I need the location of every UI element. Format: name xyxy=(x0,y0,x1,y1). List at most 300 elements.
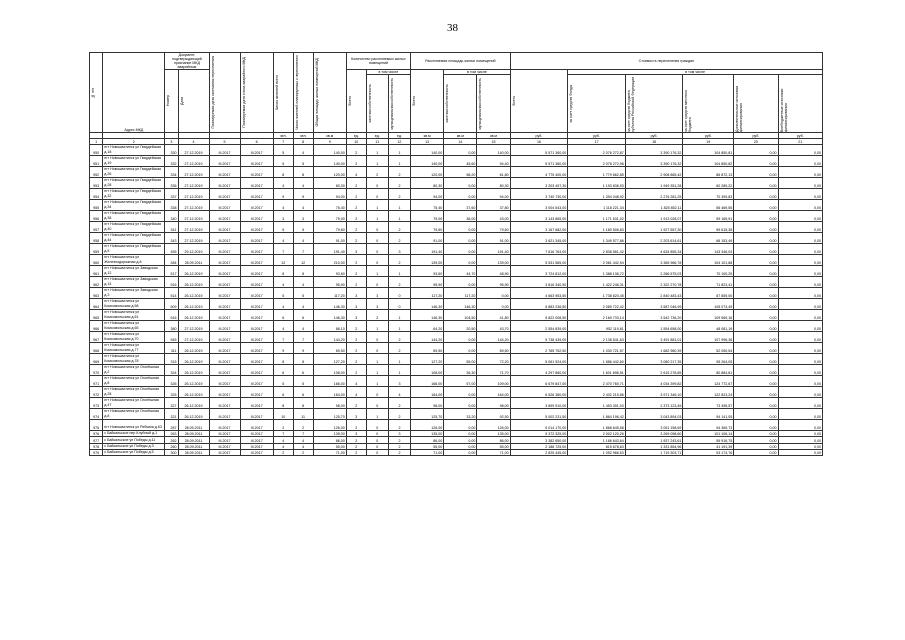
cost-extra-cell: 0,00 xyxy=(778,398,822,409)
area-municipal-cell: 92,50 xyxy=(477,409,510,420)
area-municipal-cell: 43,00 xyxy=(477,211,510,222)
column-number-cell: 9 xyxy=(313,139,346,145)
doc-date-cell: 27.12.2019 xyxy=(178,211,209,222)
doc-date-cell: 26.12.2019 xyxy=(178,299,209,310)
rooms-private-cell: 1 xyxy=(366,365,388,376)
cost-additional-cell: 0,00 xyxy=(734,321,778,332)
demolition-date-cell: III.2017 xyxy=(240,189,273,200)
relocation-date-cell: III.2017 xyxy=(209,189,240,200)
residents-cell: 6 xyxy=(273,365,293,376)
area-municipal-cell: 95,90 xyxy=(477,277,510,288)
area-municipal-cell: 109,00 xyxy=(477,376,510,387)
rooms-municipal-cell: 1 xyxy=(388,354,410,365)
rooms-municipal-cell: 2 xyxy=(388,443,410,449)
address-cell: пгт Новошахтинск ул Рябчика д.63 xyxy=(103,420,165,431)
total-area-cell: 95,90 xyxy=(313,277,346,288)
cost-local-cell: 143 346,04 xyxy=(683,244,734,255)
doc-date-cell: 27.12.2019 xyxy=(178,321,209,332)
total-area-cell: 86,00 xyxy=(313,437,346,443)
residents-planned-cell: 4 xyxy=(293,277,313,288)
total-area-cell: 93,60 xyxy=(313,266,346,277)
demolition-date-cell: III.2017 xyxy=(240,431,273,437)
total-area-cell: 164,00 xyxy=(313,387,346,398)
cost-fund-cell: 1 349 577,86 xyxy=(568,233,626,244)
doc-number-cell: 337 xyxy=(165,189,178,200)
cost-subject-cell: 3 587 046,99 xyxy=(625,299,683,310)
rooms-private-cell: 1 xyxy=(366,145,388,156)
demolition-date-cell: III.2017 xyxy=(240,145,273,156)
total-area-cell: 144,20 xyxy=(313,332,346,343)
area-total-cell: 93,60 xyxy=(411,266,444,277)
demolition-date-cell: III.2017 xyxy=(240,443,273,449)
relocation-date-cell: III.2017 xyxy=(209,277,240,288)
residents-cell: 10 xyxy=(273,409,293,420)
column-number-cell: 11 xyxy=(366,139,388,145)
row-number-cell: 963 xyxy=(90,288,103,299)
doc-date-cell: 26.12.2019 xyxy=(178,398,209,409)
residents-planned-cell: 7 xyxy=(293,332,313,343)
cost-subject-cell: 2 276 281,25 xyxy=(625,189,683,200)
doc-date-cell: 28.09.2011 xyxy=(178,437,209,443)
column-number-cell: 1 xyxy=(90,139,103,145)
resettlement-table-sheet xyxy=(89,52,823,456)
total-area-cell: 127,20 xyxy=(313,354,346,365)
row-number-cell: 954 xyxy=(90,189,103,200)
row-number-cell: 973 xyxy=(90,398,103,409)
rooms-total-cell: 3 xyxy=(346,431,366,437)
residents-cell: 4 xyxy=(273,233,293,244)
cost-extra-cell: 0,00 xyxy=(778,211,822,222)
cost-fund-cell: 2 076 272,96 xyxy=(568,156,626,167)
relocation-date-cell: III.2017 xyxy=(209,420,240,431)
area-municipal-cell: 61,80 xyxy=(477,167,510,178)
area-private-cell: 0,00 xyxy=(444,145,477,156)
cost-additional-cell: 0,00 xyxy=(734,310,778,321)
header-doc-number: Номер xyxy=(165,70,178,133)
area-private-cell: 0,00 xyxy=(444,277,477,288)
doc-number-cell: 509 xyxy=(165,299,178,310)
total-area-cell: 108,00 xyxy=(313,365,346,376)
cost-fund-cell: 2 002 120,26 xyxy=(568,431,626,437)
area-municipal-cell: 72,20 xyxy=(477,354,510,365)
doc-number-cell: 516 xyxy=(165,277,178,288)
residents-planned-cell: 6 xyxy=(293,387,313,398)
header-total-area: Общая площадь жилых помещений МКД xyxy=(313,53,346,133)
cost-local-cell: 104 850,81 xyxy=(683,145,734,156)
header-rooms-sub: в том числе xyxy=(366,70,410,75)
row-number-cell: 972 xyxy=(90,387,103,398)
relocation-date-cell: III.2017 xyxy=(209,387,240,398)
unit-cell: кв.м xyxy=(411,133,444,139)
rooms-total-cell: 2 xyxy=(346,222,366,233)
relocation-date-cell: III.2017 xyxy=(209,431,240,437)
rooms-private-cell: 2 xyxy=(366,167,388,178)
residents-cell: 5 xyxy=(273,145,293,156)
residents-cell: 5 xyxy=(273,288,293,299)
address-cell: с Байкальское ул Победы д.11 xyxy=(103,437,165,443)
total-area-cell: 80,30 xyxy=(313,178,346,189)
doc-date-cell: 28.09.2011 xyxy=(178,449,209,455)
doc-date-cell: 26.12.2019 xyxy=(178,310,209,321)
header-area-sub: в том числе xyxy=(444,70,510,75)
rooms-total-cell: 2 xyxy=(346,332,366,343)
total-area-cell: 140,00 xyxy=(313,145,346,156)
demolition-date-cell: III.2017 xyxy=(240,332,273,343)
row-number-cell: 956 xyxy=(90,211,103,222)
residents-cell: 9 xyxy=(273,189,293,200)
area-total-cell: 98,00 xyxy=(411,398,444,409)
table-row xyxy=(90,376,823,387)
rooms-private-cell: 0 xyxy=(366,222,388,233)
cost-subject-cell: 1 927 557,30 xyxy=(625,222,683,233)
table-row xyxy=(90,288,823,299)
cost-subject-cell: 3 390 176,32 xyxy=(625,156,683,167)
cost-fund-cell: 2 061 442,94 xyxy=(568,255,626,266)
row-number-cell: 979 xyxy=(90,449,103,455)
table-row xyxy=(90,211,823,222)
area-municipal-cell: 48,90 xyxy=(477,266,510,277)
address-cell: пгт Новошахтинск ул Гвардейская д.26 xyxy=(103,167,165,178)
relocation-date-cell: III.2017 xyxy=(209,409,240,420)
cost-local-cell: 86 872,13 xyxy=(683,167,734,178)
cost-extra-cell: 0,00 xyxy=(778,354,822,365)
area-total-cell: 191,40 xyxy=(411,244,444,255)
address-cell: пгт Новошахтинск ул Огонёшная д.2 xyxy=(103,365,165,376)
cost-local-cell: 59 165,91 xyxy=(683,211,734,222)
total-area-cell: 126,00 xyxy=(313,420,346,431)
address-cell: пгт Новошахтинск ул Гвардейская д.19 xyxy=(103,156,165,167)
cost-local-cell: 104 850,82 xyxy=(683,156,734,167)
column-number-cell: 18 xyxy=(625,139,683,145)
address-cell: пгт Новошахтинск ул Заводская д.3 xyxy=(103,288,165,299)
relocation-date-cell: III.2017 xyxy=(209,343,240,354)
cost-subject-cell: 3 542 736,20 xyxy=(625,310,683,321)
rooms-total-cell: 4 xyxy=(346,376,366,387)
area-total-cell: 117,20 xyxy=(411,288,444,299)
cost-subject-cell: 2 203 614,61 xyxy=(625,233,683,244)
area-total-cell: 71,00 xyxy=(411,449,444,455)
cost-additional-cell: 0,00 xyxy=(734,387,778,398)
area-total-cell: 127,20 xyxy=(411,354,444,365)
row-number-cell: 958 xyxy=(90,233,103,244)
rooms-municipal-cell: 1 xyxy=(388,266,410,277)
cost-additional-cell: 0,00 xyxy=(734,409,778,420)
doc-number-cell: 262 xyxy=(165,437,178,443)
total-area-cell: 75,40 xyxy=(313,200,346,211)
address-cell: пгт Новошахтинск ул Гвардейская д.40 xyxy=(103,222,165,233)
area-total-cell: 126,00 xyxy=(411,420,444,431)
residents-planned-cell: 4 xyxy=(293,233,313,244)
cost-extra-cell: 0,00 xyxy=(778,321,822,332)
area-municipal-cell: 71,00 xyxy=(477,449,510,455)
doc-number-cell: 263 xyxy=(165,431,178,437)
area-municipal-cell: 140,00 xyxy=(477,145,510,156)
cost-extra-cell: 0,00 xyxy=(778,376,822,387)
residents-cell: 6 xyxy=(273,387,293,398)
cost-local-cell: 70 399,83 xyxy=(683,189,734,200)
rooms-private-cell: 2 xyxy=(366,310,388,321)
rooms-municipal-cell: 1 xyxy=(388,200,410,211)
cost-additional-cell: 0,00 xyxy=(734,420,778,431)
address-cell: пгт Новошахтинск ул Комсомольская д.58 xyxy=(103,299,165,310)
demolition-date-cell: III.2017 xyxy=(240,255,273,266)
unit-cell: кв.м xyxy=(313,133,346,139)
area-total-cell: 86,00 xyxy=(411,437,444,443)
cost-total-cell: 5 822 008,50 xyxy=(510,310,568,321)
cost-additional-cell: 0,00 xyxy=(734,343,778,354)
cost-fund-cell: 1 186 643,64 xyxy=(568,437,626,443)
unit-cell: руб. xyxy=(683,133,734,139)
address-cell: пгт Новошахтинск ул Огонёшная д.8 xyxy=(103,376,165,387)
rooms-private-cell: 0 xyxy=(366,255,388,266)
row-number-cell: 955 xyxy=(90,200,103,211)
header-rooms-group: Количество расселяемых жилых помещений xyxy=(346,53,410,70)
rooms-municipal-cell: 0 xyxy=(388,299,410,310)
area-total-cell: 146,30 xyxy=(411,299,444,310)
row-number-cell: 957 xyxy=(90,222,103,233)
doc-number-cell: 514 xyxy=(165,288,178,299)
page-number: 38 xyxy=(447,22,458,34)
rooms-total-cell: 2 xyxy=(346,343,366,354)
doc-number-cell: 341 xyxy=(165,222,178,233)
area-municipal-cell: 0,00 xyxy=(477,288,510,299)
doc-number-cell: 545 xyxy=(165,332,178,343)
rooms-total-cell: 2 xyxy=(346,156,366,167)
area-total-cell: 120,00 xyxy=(411,167,444,178)
rooms-total-cell: 2 xyxy=(346,365,366,376)
total-area-cell: 125,70 xyxy=(313,409,346,420)
demolition-date-cell: III.2017 xyxy=(240,200,273,211)
cost-total-cell: 2 554 839,00 xyxy=(510,321,568,332)
residents-planned-cell: 7 xyxy=(293,431,313,437)
residents-cell: 5 xyxy=(273,156,293,167)
total-area-cell: 55,00 xyxy=(313,443,346,449)
header-address: Адрес МКД xyxy=(103,53,165,133)
doc-number-cell: 340 xyxy=(165,211,178,222)
rooms-private-cell: 1 xyxy=(366,409,388,420)
relocation-date-cell: III.2017 xyxy=(209,211,240,222)
relocation-date-cell: III.2017 xyxy=(209,332,240,343)
area-private-cell: 37,60 xyxy=(444,200,477,211)
relocation-date-cell: III.2017 xyxy=(209,222,240,233)
total-area-cell: 88,10 xyxy=(313,321,346,332)
relocation-date-cell: III.2017 xyxy=(209,266,240,277)
cost-subject-cell: 4 034 399,82 xyxy=(625,376,683,387)
cost-additional-cell: 0,00 xyxy=(734,222,778,233)
demolition-date-cell: III.2017 xyxy=(240,343,273,354)
total-area-cell: 91,00 xyxy=(313,233,346,244)
doc-number-cell: 300 xyxy=(165,449,178,455)
doc-number-cell: 311 xyxy=(165,343,178,354)
rooms-municipal-cell: 1 xyxy=(388,365,410,376)
address-cell: пгт Новошахтинск ул Железнодорожная д.8 xyxy=(103,255,165,266)
cost-additional-cell: 0,00 xyxy=(734,189,778,200)
cost-local-cell: 71 823,41 xyxy=(683,277,734,288)
rooms-total-cell: 2 xyxy=(346,398,366,409)
cost-additional-cell: 0,00 xyxy=(734,449,778,455)
area-total-cell: 140,00 xyxy=(411,156,444,167)
area-municipal-cell: 91,00 xyxy=(477,233,510,244)
demolition-date-cell: III.2017 xyxy=(240,233,273,244)
doc-date-cell: 27.12.2019 xyxy=(178,167,209,178)
cost-fund-cell: 2 169 733,14 xyxy=(568,310,626,321)
area-municipal-cell: 126,00 xyxy=(477,420,510,431)
total-area-cell: 79,00 xyxy=(313,211,346,222)
area-private-cell: 0,00 xyxy=(444,343,477,354)
cost-total-cell: 5 061 924,00 xyxy=(510,354,568,365)
header-area-total: Всего xyxy=(411,70,444,133)
unit-cell: кв.м xyxy=(444,133,477,139)
residents-planned-cell: 12 xyxy=(293,255,313,266)
cost-local-cell: 95 264,05 xyxy=(683,354,734,365)
address-cell: с Байкальское пер Клубный д.1 xyxy=(103,431,165,437)
area-total-cell: 135,00 xyxy=(411,431,444,437)
cost-total-cell: 5 571 360,00 xyxy=(510,145,568,156)
area-total-cell: 139,00 xyxy=(411,255,444,266)
cost-fund-cell: 1 422 246,31 xyxy=(568,277,626,288)
doc-number-cell: 455 xyxy=(165,244,178,255)
area-total-cell: 108,00 xyxy=(411,365,444,376)
cost-fund-cell: 2 089 722,42 xyxy=(568,299,626,310)
area-municipal-cell: 164,00 xyxy=(477,387,510,398)
relocation-date-cell: III.2017 xyxy=(209,244,240,255)
cost-fund-cell: 952 119,81 xyxy=(568,321,626,332)
rooms-private-cell: 0 xyxy=(366,189,388,200)
cost-extra-cell: 0,00 xyxy=(778,266,822,277)
row-number-cell: 970 xyxy=(90,365,103,376)
doc-number-cell: 343 xyxy=(165,233,178,244)
rooms-private-cell: 0 xyxy=(366,178,388,189)
cost-subject-cell: 2 840 483,43 xyxy=(625,288,683,299)
unit-cell: кв.м xyxy=(477,133,510,139)
residents-planned-cell: 8 xyxy=(293,398,313,409)
doc-number-cell: 334 xyxy=(165,167,178,178)
rooms-total-cell: 2 xyxy=(346,437,366,443)
demolition-date-cell: III.2017 xyxy=(240,387,273,398)
relocation-date-cell: III.2017 xyxy=(209,449,240,455)
residents-planned-cell: 8 xyxy=(293,354,313,365)
cost-total-cell: 5 372 325,00 xyxy=(510,431,568,437)
cost-additional-cell: 0,00 xyxy=(734,354,778,365)
demolition-date-cell: III.2017 xyxy=(240,321,273,332)
cost-fund-cell: 1 193 836,93 xyxy=(568,178,626,189)
table-row xyxy=(90,266,823,277)
area-municipal-cell: 55,00 xyxy=(477,443,510,449)
doc-date-cell: 28.09.2011 xyxy=(178,431,209,437)
cost-fund-cell: 1 394 048,92 xyxy=(568,189,626,200)
demolition-date-cell: III.2017 xyxy=(240,354,273,365)
area-private-cell: 36,30 xyxy=(444,365,477,376)
rooms-total-cell: 2 xyxy=(346,145,366,156)
doc-date-cell: 27.12.2019 xyxy=(178,332,209,343)
area-municipal-cell: 98,00 xyxy=(477,398,510,409)
table-row xyxy=(90,200,823,211)
cost-local-cell: 73 395,57 xyxy=(683,398,734,409)
header-cost-group: Стоимость переселения граждан xyxy=(510,53,822,70)
rooms-total-cell: 2 xyxy=(346,189,366,200)
residents-planned-cell: 3 xyxy=(293,211,313,222)
header-doc-date: Дата xyxy=(178,70,209,133)
area-municipal-cell: 135,00 xyxy=(477,431,510,437)
total-area-cell: 69,50 xyxy=(313,343,346,354)
doc-number-cell: 324 xyxy=(165,365,178,376)
header-cost-additional: Дополнительные источники финансирования xyxy=(734,75,778,133)
table-row xyxy=(90,354,823,365)
rooms-municipal-cell: 2 xyxy=(388,277,410,288)
column-number-cell: 4 xyxy=(178,139,209,145)
cost-local-cell: 48 081,19 xyxy=(683,321,734,332)
doc-date-cell: 26.12.2019 xyxy=(178,387,209,398)
area-private-cell: 146,30 xyxy=(444,299,477,310)
column-number-cell: 5 xyxy=(209,139,240,145)
rooms-total-cell: 2 xyxy=(346,443,366,449)
cost-fund-cell: 1 030 721,57 xyxy=(568,343,626,354)
doc-number-cell: 380 xyxy=(165,321,178,332)
cost-extra-cell: 0,00 xyxy=(778,437,822,443)
row-number-cell: 971 xyxy=(90,376,103,387)
row-number-cell: 959 xyxy=(90,244,103,255)
cost-additional-cell: 0,00 xyxy=(734,443,778,449)
doc-number-cell: 516 xyxy=(165,310,178,321)
demolition-date-cell: III.2017 xyxy=(240,376,273,387)
residents-planned-cell: 6 xyxy=(293,310,313,321)
rooms-private-cell: 0 xyxy=(366,277,388,288)
address-cell: пгт Новошахтинск ул Гвардейская д.18 xyxy=(103,145,165,156)
column-number-cell: 20 xyxy=(734,139,778,145)
table-row xyxy=(90,449,823,455)
cost-extra-cell: 0,00 xyxy=(778,189,822,200)
column-number-cell: 13 xyxy=(411,139,444,145)
column-number-cell: 15 xyxy=(477,139,510,145)
cost-total-cell: 5 883 236,50 xyxy=(510,299,568,310)
cost-total-cell: 4 775 400,00 xyxy=(510,167,568,178)
table-row xyxy=(90,420,823,431)
rooms-total-cell: 2 xyxy=(346,321,366,332)
area-private-cell: 0,00 xyxy=(444,431,477,437)
area-total-cell: 95,90 xyxy=(411,277,444,288)
cost-extra-cell: 0,00 xyxy=(778,244,822,255)
area-total-cell: 69,50 xyxy=(411,343,444,354)
cost-fund-cell: 2 470 760,71 xyxy=(568,376,626,387)
demolition-date-cell: III.2017 xyxy=(240,299,273,310)
doc-number-cell: 338 xyxy=(165,200,178,211)
table-row xyxy=(90,222,823,233)
cost-fund-cell: 1 180 506,83 xyxy=(568,222,626,233)
cost-subject-cell: 1 949 351,28 xyxy=(625,178,683,189)
header-planned-relocation: Планируемая дата окончания переселения xyxy=(209,53,240,133)
area-municipal-cell: 69,50 xyxy=(477,343,510,354)
cost-additional-cell: 0,00 xyxy=(734,145,778,156)
residents-cell: 6 xyxy=(273,310,293,321)
residents-planned-cell: 6 xyxy=(293,365,313,376)
rooms-municipal-cell: 2 xyxy=(388,343,410,354)
cost-extra-cell: 0,00 xyxy=(778,233,822,244)
cost-fund-cell: 1 052 966,53 xyxy=(568,449,626,455)
total-area-cell: 117,20 xyxy=(313,288,346,299)
rooms-total-cell: 3 xyxy=(346,288,366,299)
residents-planned-cell: 9 xyxy=(293,189,313,200)
area-private-cell: 45,60 xyxy=(444,156,477,167)
rooms-private-cell: 0 xyxy=(366,233,388,244)
row-number-cell: 975 xyxy=(90,420,103,431)
cost-fund-cell: 1 886 442,60 xyxy=(568,354,626,365)
cost-extra-cell: 0,00 xyxy=(778,409,822,420)
table-row xyxy=(90,277,823,288)
residents-cell: 4 xyxy=(273,443,293,449)
cost-local-cell: 107 996,36 xyxy=(683,332,734,343)
table-row xyxy=(90,299,823,310)
unit-cell: руб. xyxy=(568,133,626,139)
